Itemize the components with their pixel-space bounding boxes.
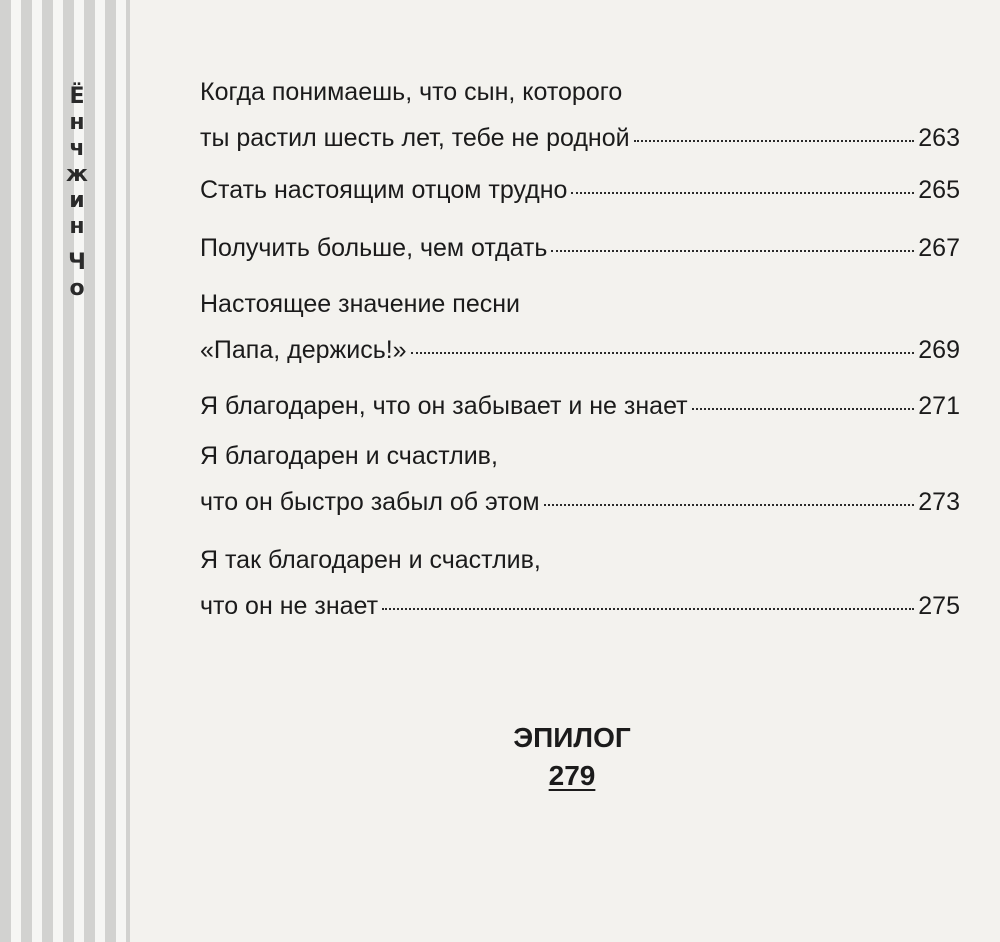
toc-page-number: 263 <box>918 124 960 152</box>
toc-entry-title: Получить больше, чем отдать <box>200 234 548 262</box>
toc-entry-title: Я благодарен, что он забывает и не знает <box>200 392 688 420</box>
author-letter: Ё <box>69 84 85 109</box>
toc-page-number: 271 <box>918 392 960 420</box>
dot-leader <box>382 608 914 610</box>
toc-entry-title: что он быстро забыл об этом <box>200 488 540 516</box>
author-name-vertical <box>64 84 90 302</box>
toc-page-number: 275 <box>918 592 960 620</box>
toc-entry-title: «Папа, держись!» <box>200 336 407 364</box>
author-letter: н <box>69 110 85 135</box>
toc-entry-title: Стать настоящим отцом трудно <box>200 176 568 204</box>
dot-leader <box>634 140 915 142</box>
author-letter: ч <box>69 136 85 161</box>
toc-page-number: 273 <box>918 488 960 516</box>
dot-leader <box>692 408 915 410</box>
dot-leader <box>544 504 915 506</box>
author-letter: н <box>69 214 85 239</box>
epilogue-section[interactable] <box>472 722 672 792</box>
author-letter: о <box>69 276 85 301</box>
epilogue-title: ЭПИЛОГ <box>513 722 631 753</box>
toc-entry-title: Настоящее значение песни <box>200 290 520 318</box>
toc-entry-title: Я так благодарен и счастлив, <box>200 546 541 574</box>
toc-page-number: 269 <box>918 336 960 364</box>
toc-page-number: 265 <box>918 176 960 204</box>
dot-leader <box>551 250 914 252</box>
epilogue-page-number: 279 <box>548 760 596 791</box>
author-letter: Ч <box>68 250 86 275</box>
author-letter: и <box>69 188 85 213</box>
toc-entry-title: Когда понимаешь, что сын, которого <box>200 78 623 106</box>
toc-page-number: 267 <box>918 234 960 262</box>
toc-entry-title: Я благодарен и счастлив, <box>200 442 498 470</box>
dot-leader <box>571 192 914 194</box>
author-letter: ж <box>66 162 88 187</box>
dot-leader <box>411 352 915 354</box>
toc-entry-title: ты растил шесть лет, тебе не родной <box>200 124 630 152</box>
toc-entry-title: что он не знает <box>200 592 379 620</box>
